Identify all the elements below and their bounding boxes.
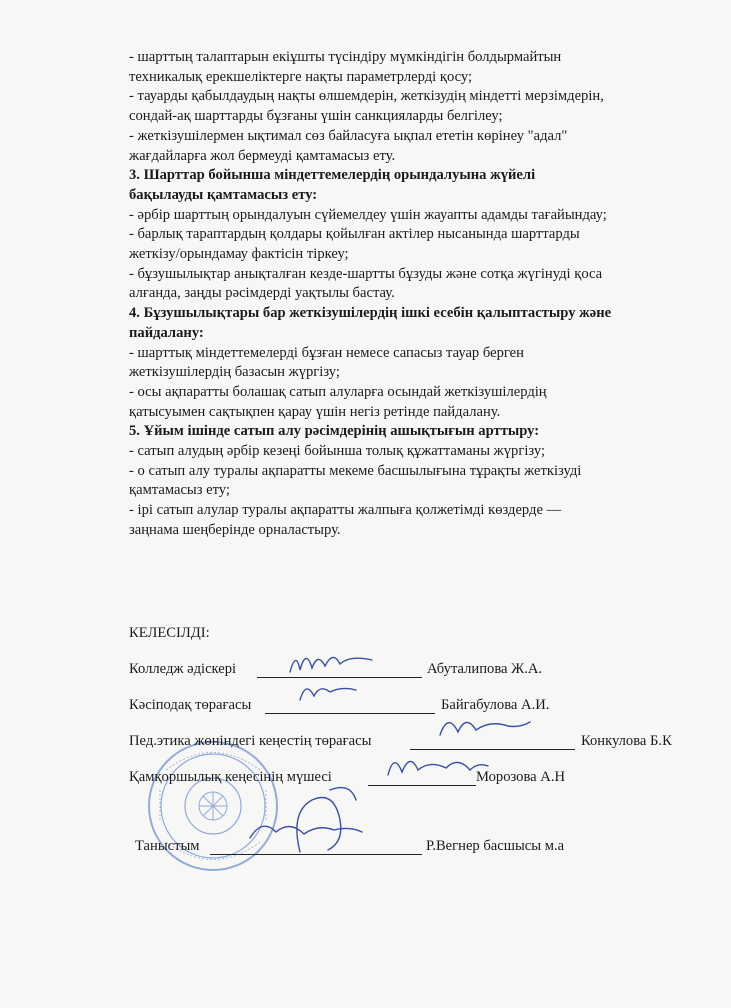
body-line: - шарттық міндеттемелерді бұзған немесе сапасыз тауар берген [129, 344, 524, 361]
agreed-label: КЕЛЕСІЛДІ: [129, 625, 210, 641]
section-heading-line: 5. Ұйым ішінде сатып алу рәсімдерінің ашықтығын арттыру: [129, 423, 540, 440]
body-line: қамтамасыз ету; [129, 482, 230, 499]
body-line: - әрбір шарттың орындалуын сүйемелдеу үшін жауапты адамды тағайындау; [129, 206, 607, 223]
body-line: сондай-ақ шарттарды бұзғаны үшін санкцияларды белгілеу; [129, 108, 503, 125]
signatory-name: Р.Вегнер басшысы м.а [426, 838, 565, 854]
body-line: - жеткізушілермен ықтимал сөз байласуға ықпал ететін көрінеу "адал" [129, 127, 568, 144]
body-line: алғанда, заңды рәсімдерді уақтылы бастау. [129, 285, 395, 302]
body-line: жағдайларға жол бермеуді қамтамасыз ету. [129, 147, 396, 164]
body-line: техникалық ерекшеліктерге нақты параметрлерді қосу; [129, 68, 473, 85]
section-heading-line: 3. Шарттар бойынша міндеттемелердің орындалуына жүйелі [129, 167, 536, 184]
body-line: жеткізу/орындамау фактісін тіркеу; [129, 246, 349, 263]
signatory-role: Кәсіподақ төрағасы [129, 697, 252, 713]
signature-line [410, 749, 575, 750]
signature-line [265, 713, 435, 714]
signature-line [210, 854, 422, 855]
body-line: қатысуымен сақтықпен қарау үшін негіз ретінде пайдалану. [129, 403, 501, 420]
body-line: - осы ақпаратты болашақ сатып алуларға осындай жеткізушілердің [129, 383, 547, 400]
body-line: - сатып алудың әрбір кезеңі бойынша толық құжаттаманы жүргізу; [129, 443, 546, 460]
body-line: жеткізушілердің базасын жүргізу; [129, 364, 340, 381]
signatory-role: Таныстым [135, 838, 200, 854]
signature-line [368, 785, 476, 786]
section-heading-line: 4. Бұзушылықтары бар жеткізушілердің ішкі есебін қалыптастыру және [129, 305, 612, 322]
signatory-name: Абуталипова Ж.А. [427, 661, 543, 677]
body-line: - бұзушылықтар анықталған кезде-шартты бұзуды және сотқа жүгінуді қоса [129, 265, 603, 282]
body-line: - шарттың талаптарын екіұшты түсіндіру мүмкіндігін болдырмайтын [129, 49, 562, 65]
body-line: - барлық тараптардың қолдары қойылған актілер нысанында шарттарды [129, 226, 580, 243]
section-heading-line: бақылауды қамтамасыз ету: [129, 186, 318, 203]
signatory-name: Байгабулова А.И. [441, 697, 550, 713]
signatory-name: Конкулова Б.К [581, 733, 672, 749]
signatory-role: Қамқоршылық кеңесінің мүшесі [129, 769, 332, 785]
signatory-role: Пед.этика жөніндегі кеңестің төрағасы [129, 733, 372, 749]
body-line: - о сатып алу туралы ақпаратты мекеме басшылығына тұрақты жеткізуді [129, 462, 582, 479]
signatory-name: Морозова А.Н [476, 769, 566, 785]
body-line: заңнама шеңберінде орналастыру. [129, 521, 341, 538]
signatory-role: Колледж әдіскері [129, 661, 237, 677]
body-line: - ірі сатып алулар туралы ақпаратты жалпыға қолжетімді көздерде — [129, 502, 562, 519]
section-heading-line: пайдалану: [129, 324, 204, 341]
signature-line [257, 677, 422, 678]
body-line: - тауарды қабылдаудың нақты өлшемдерін, жеткізудің міндетті мерзімдерін, [129, 88, 604, 105]
